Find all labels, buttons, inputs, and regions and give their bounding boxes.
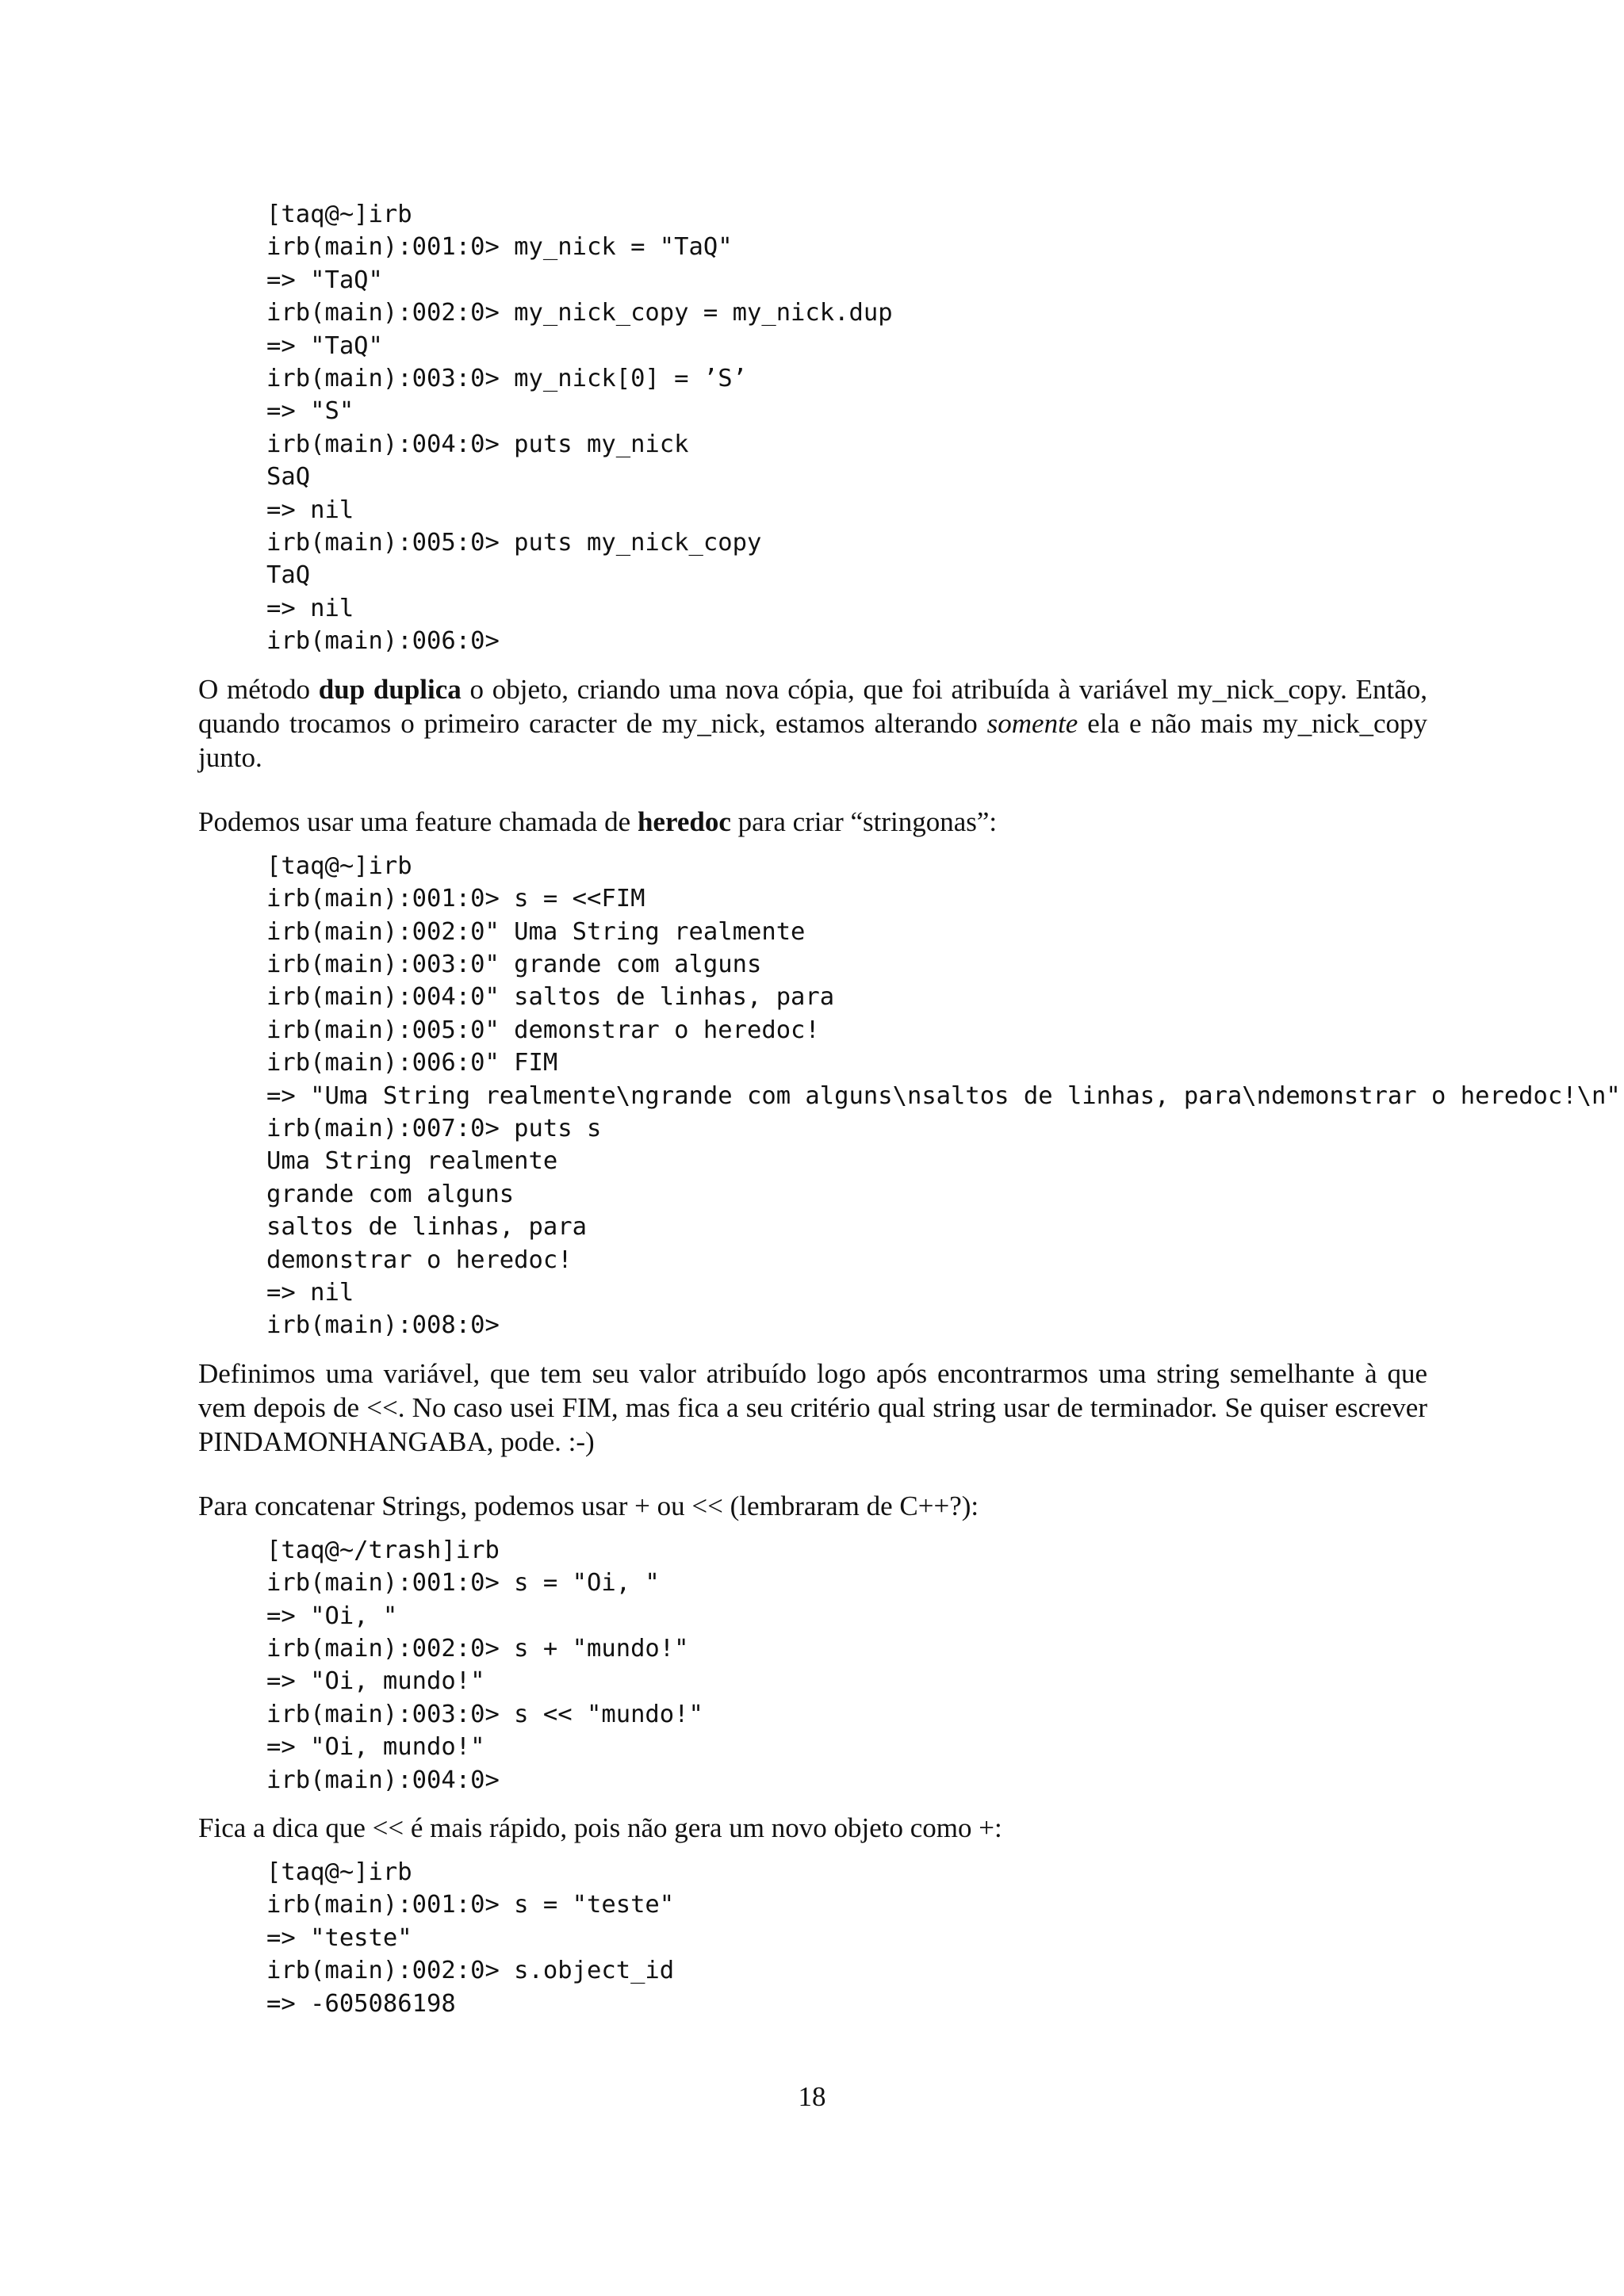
paragraph-heredoc-explanation: Definimos uma variável, que tem seu valor atribuído logo após encontrarmos uma string semelhante à que vem depois de <<. No caso usei FIM, mas fica a seu critério qual string usar de terminador. Se quiser escrever PINDAMONHANGABA, pode. :-)	[198, 1357, 1427, 1457]
bold-term-heredoc: heredoc	[637, 806, 731, 837]
bold-term-dup: dup duplica	[318, 673, 462, 705]
code-block-object-id: [taq@~]irb irb(main):001:0> s = "teste" => "teste" irb(main):002:0> s.object_id => -605086198	[266, 1858, 675, 2018]
paragraph-heredoc-intro: Podemos usar uma feature chamada de heredoc para criar “stringonas”:	[198, 806, 998, 837]
code-block-concat: [taq@~/trash]irb irb(main):001:0> s = "Oi, " => "Oi, " irb(main):002:0> s + "mundo!" => "Oi, mundo!" irb(main):003:0> s << "mundo!" => "Oi, mundo!" irb(main):004:0>	[266, 1536, 703, 1794]
paragraph-concat-tip: Fica a dica que << é mais rápido, pois não gera um novo objeto como +:	[198, 1812, 1002, 1844]
page-content	[198, 198, 1621, 2020]
paragraph-concat-intro: Para concatenar Strings, podemos usar + ou << (lembraram de C++?):	[198, 1490, 979, 1521]
page-number: 18	[798, 2081, 826, 2112]
paragraph-dup-explanation: O método dup duplica o objeto, criando uma nova cópia, que foi atribuída à variável my_nick_copy. Então, quando trocamos o primeiro caracter de my_nick, estamos alterando somente ela e não mais my_nick_copy junto.	[198, 673, 1427, 773]
italic-somente: somente	[986, 707, 1078, 739]
code-block-dup: [taq@~]irb irb(main):001:0> my_nick = "TaQ" => "TaQ" irb(main):002:0> my_nick_copy = my_nick.dup => "TaQ" irb(main):003:0> my_nick[0] = ’S’ => "S" irb(main):004:0> puts my_nick SaQ => nil irb(main):005:0> puts my_nick_copy TaQ => nil irb(main):006:0>	[266, 201, 893, 656]
code-block-heredoc: [taq@~]irb irb(main):001:0> s = <<FIM irb(main):002:0" Uma String realmente irb(main):003:0" grande com alguns irb(main):004:0" saltos de linhas, para irb(main):005:0" demonstrar o heredoc! irb(main):006:0" FIM => "Uma String realmente\ngrande com alguns\nsaltos de linhas, para\ndemonstrar o heredoc!\n" irb(main):007:0> puts s Uma String realmente grande com alguns saltos de linhas, para demonstrar o heredoc! => nil irb(main):008:0>	[266, 851, 1621, 1340]
